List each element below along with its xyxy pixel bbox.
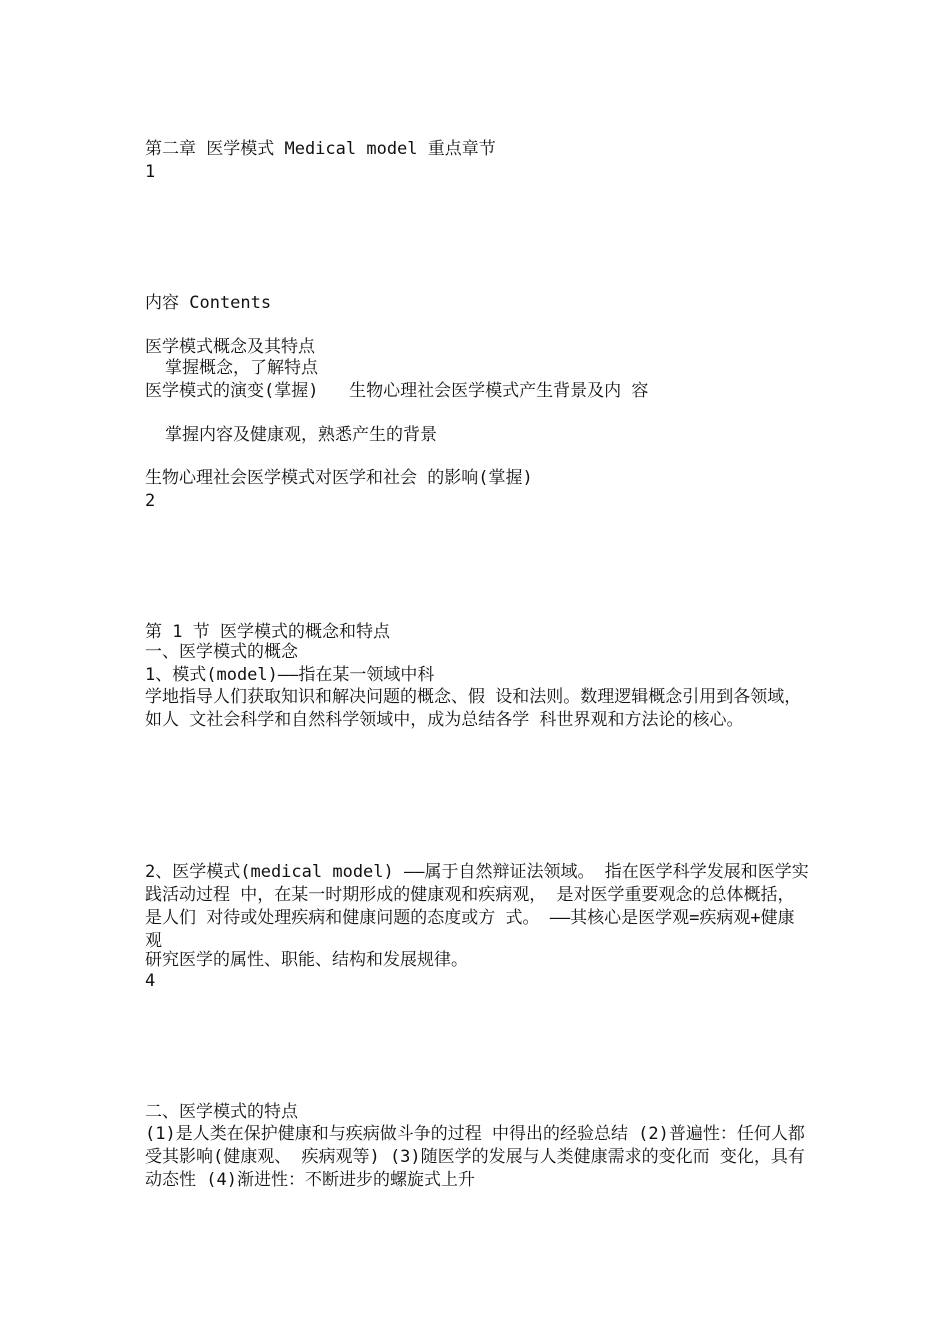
contents-item-concept: 医学模式概念及其特点 <box>145 337 315 357</box>
subsection-title: 二、医学模式的特点 <box>145 1102 298 1122</box>
chapter-title: 第二章 医学模式 Medical model 重点章节 <box>145 139 496 159</box>
contents-item-evolution: 医学模式的演变(掌握) 生物心理社会医学模式产生背景及内 容 <box>145 381 649 401</box>
section-title: 第 1 节 医学模式的概念和特点 <box>145 622 390 642</box>
medical-model-research: 研究医学的属性、职能、结构和发展规律。 <box>145 950 468 970</box>
contents-item-evolution-note: 掌握内容及健康观，熟悉产生的背景 <box>165 425 437 445</box>
page-number: 2 <box>145 491 156 511</box>
contents-item-concept-note: 掌握概念，了解特点 <box>165 358 318 378</box>
model-definition-paragraph: 学地指导人们获取知识和解决问题的概念、假 设和法则。数理逻辑概念引用到各领域，如人 文社会科学和自然科学领域中，成为总结各学 科世界观和方法论的核心。 <box>145 687 802 730</box>
page-number: 1 <box>145 162 156 182</box>
model-definition-line: 1、模式(model)——指在某一领域中科 <box>145 665 435 685</box>
contents-heading: 内容 Contents <box>145 293 272 313</box>
features-paragraph: (1)是人类在保护健康和与疾病做斗争的过程 中得出的经验总结 (2)普遍性：任何人都受其影响(健康观、 疾病观等) (3)随医学的发展与人类健康需求的变化而 变化，具有动态性 (4)渐进性：不断进步的螺旋式上升 <box>145 1124 805 1190</box>
contents-item-impact: 生物心理社会医学模式对医学和社会 的影响(掌握) <box>145 468 533 488</box>
page-number: 4 <box>145 971 156 991</box>
medical-model-paragraph: 2、医学模式(medical model) ——属于自然辩证法领域。 指在医学科学发展和医学实践活动过程 中，在某一时期形成的健康观和疾病观， 是对医学重要观念的总体概括，是人们 对待或处理疾病和健康问题的态度或方 式。 ——其核心是医学观=疾病观+健康观 <box>145 862 809 951</box>
subsection-title: 一、医学模式的概念 <box>145 642 298 662</box>
